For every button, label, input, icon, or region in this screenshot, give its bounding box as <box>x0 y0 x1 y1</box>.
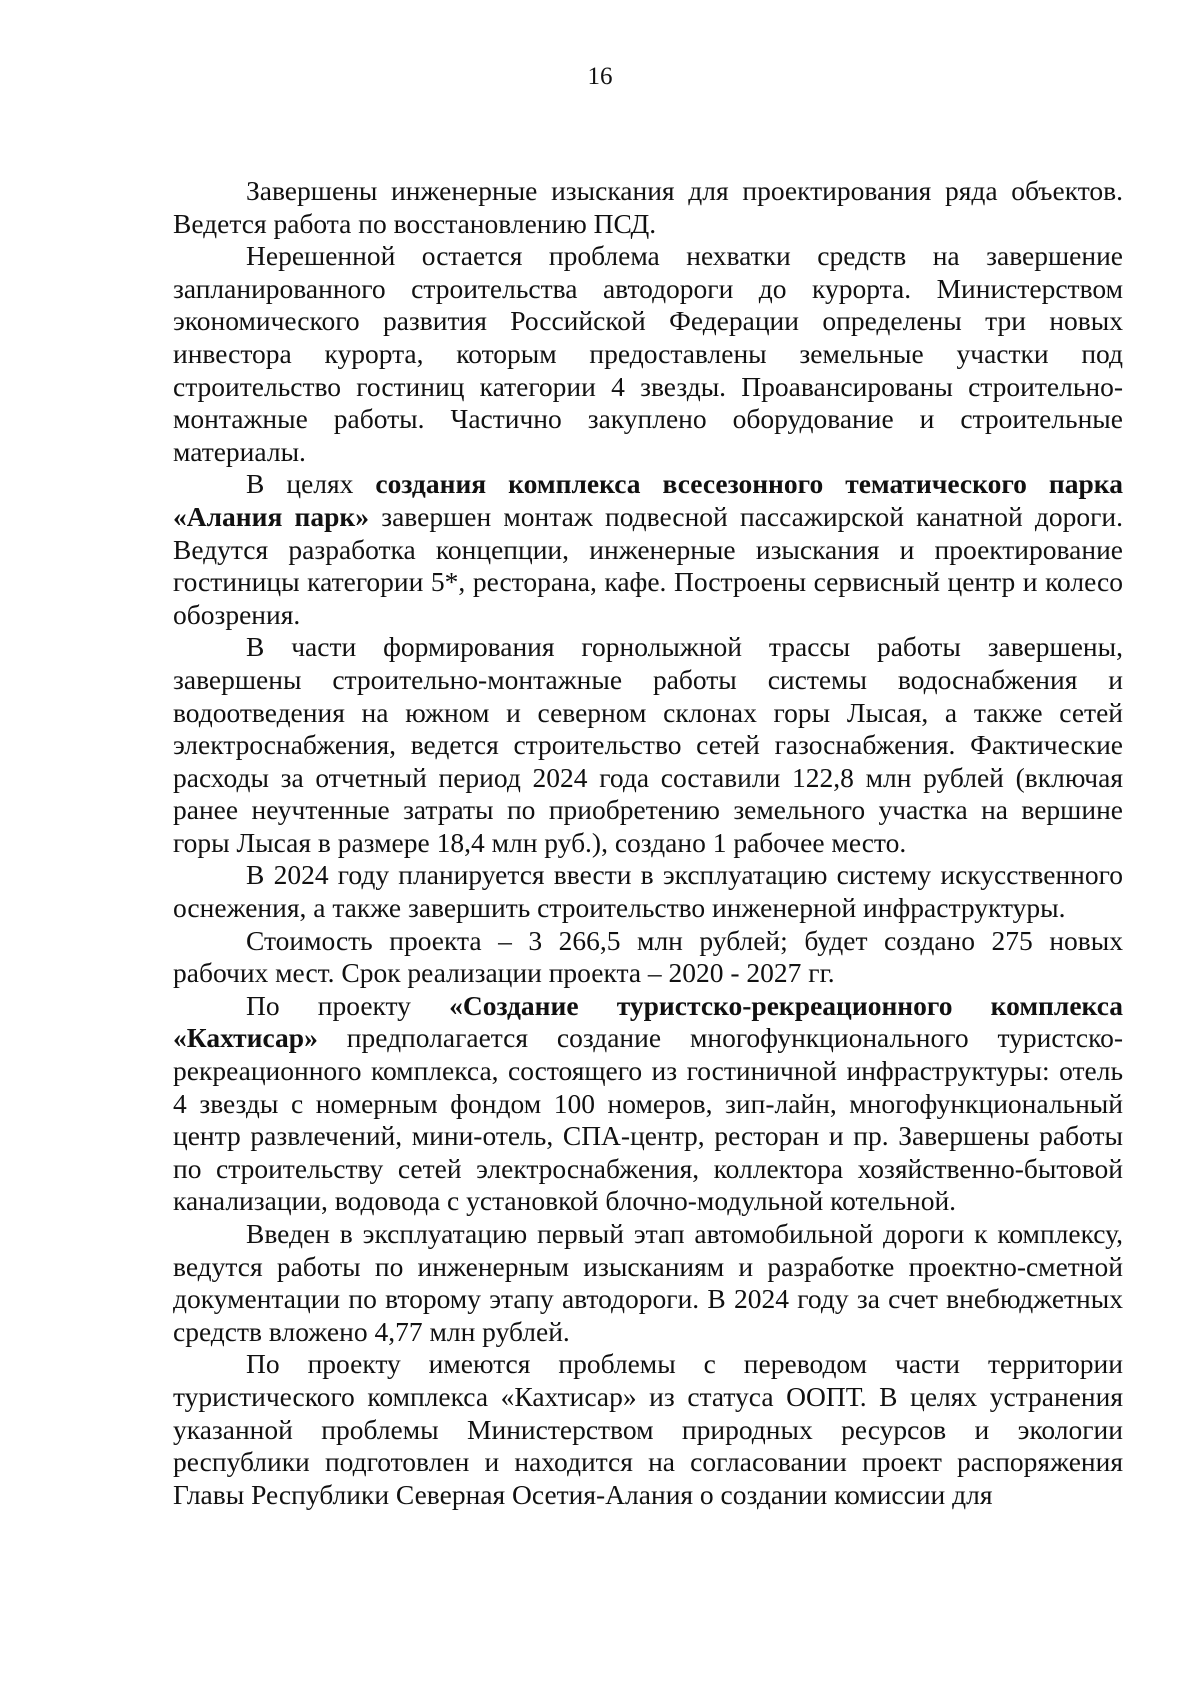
paragraph <box>173 925 1123 990</box>
page-number: 16 <box>587 63 613 90</box>
project-name-alania-park: создания комплекса всесезонного тематического парка «Алания парк» <box>173 468 1123 532</box>
paragraph-text: Нерешенной остается проблема нехватки средств на завершение запланированного строительства автодороги до курорта. Министерством экономического развития Российской Федерации определены три новых инвестора курорта, которым предоставлены земельные участки под строительство гостиниц категории 4 звезды. Проавансированы строительно-монтажные работы. Частично закуплено оборудование и строительные материалы. <box>173 240 1123 467</box>
paragraph <box>173 859 1123 924</box>
paragraph-text: Введен в эксплуатацию первый этап автомобильной дороги к комплексу, ведутся работы по инженерным изысканиям и разработке проектно-сметной документации по второму этапу автодороги. В 2024 году за счет внебюджетных средств вложено 4,77 млн рублей. <box>173 1218 1123 1347</box>
paragraph-text: По проекту <box>246 989 450 1021</box>
paragraph-text: предполагается создание многофункционального туристско-рекреационного комплекса, состоящего из гостиничной инфраструктуры: отель 4 звезды с номерным фондом 100 номеров, зип-лайн, многофункциональный центр развлечений, мини-отель, СПА-центр, ресторан и пр. Завершены работы по строительству сетей электроснабжения, коллектора хозяйственно-бытовой канализации, водовода с установкой блочно-модульной котельной. <box>173 1022 1123 1217</box>
paragraph <box>173 468 1123 631</box>
paragraph-text: Стоимость проекта – 3 266,5 млн рублей; будет создано 275 новых рабочих мест. Срок реализации проекта – 2020 - 2027 гг. <box>173 924 1123 989</box>
paragraph <box>173 1348 1123 1511</box>
project-name-kakhtisar: «Создание туристско-рекреационного комплекса «Кахтисар» <box>173 989 1123 1054</box>
paragraph-text: Завершены инженерные изыскания для проектирования ряда объектов. Ведется работа по восстановлению ПСД. <box>173 175 1123 239</box>
document-body <box>173 175 1123 1511</box>
paragraph <box>173 631 1123 859</box>
paragraph <box>173 1218 1123 1348</box>
paragraph <box>173 175 1123 240</box>
paragraph <box>173 990 1123 1218</box>
paragraph-text: В 2024 году планируется ввести в эксплуатацию систему искусственного оснежения, а также завершить строительство инженерной инфраструктуры. <box>173 859 1123 924</box>
paragraph <box>173 240 1123 468</box>
paragraph-text: По проекту имеются проблемы с переводом части территории туристического комплекса «Кахтисар» из статуса ООПТ. В целях устранения указанной проблемы Министерством природных ресурсов и экологии республики подготовлен и находится на согласовании проект распоряжения Главы Республики Северная Осетия-Алания о создании комиссии для <box>173 1348 1123 1510</box>
paragraph-text: В части формирования горнолыжной трассы работы завершены, завершены строительно-монтажные работы системы водоснабжения и водоотведения на южном и северном склонах горы Лысая, а также сетей электроснабжения, ведется строительство сетей газоснабжения. Фактические расходы за отчетный период 2024 года составили 122,8 млн рублей (включая ранее неучтенные затраты по приобретению земельного участка на вершине горы Лысая в размере 18,4 млн руб.), создано 1 рабочее место. <box>173 631 1123 858</box>
paragraph-text: В целях <box>246 468 376 500</box>
paragraph-text: завершен монтаж подвесной пассажирской канатной дороги. Ведутся разработка концепции, инженерные изыскания и проектирование гостиницы категории 5*, ресторана, кафе. Построены сервисный центр и колесо обозрения. <box>173 500 1123 630</box>
